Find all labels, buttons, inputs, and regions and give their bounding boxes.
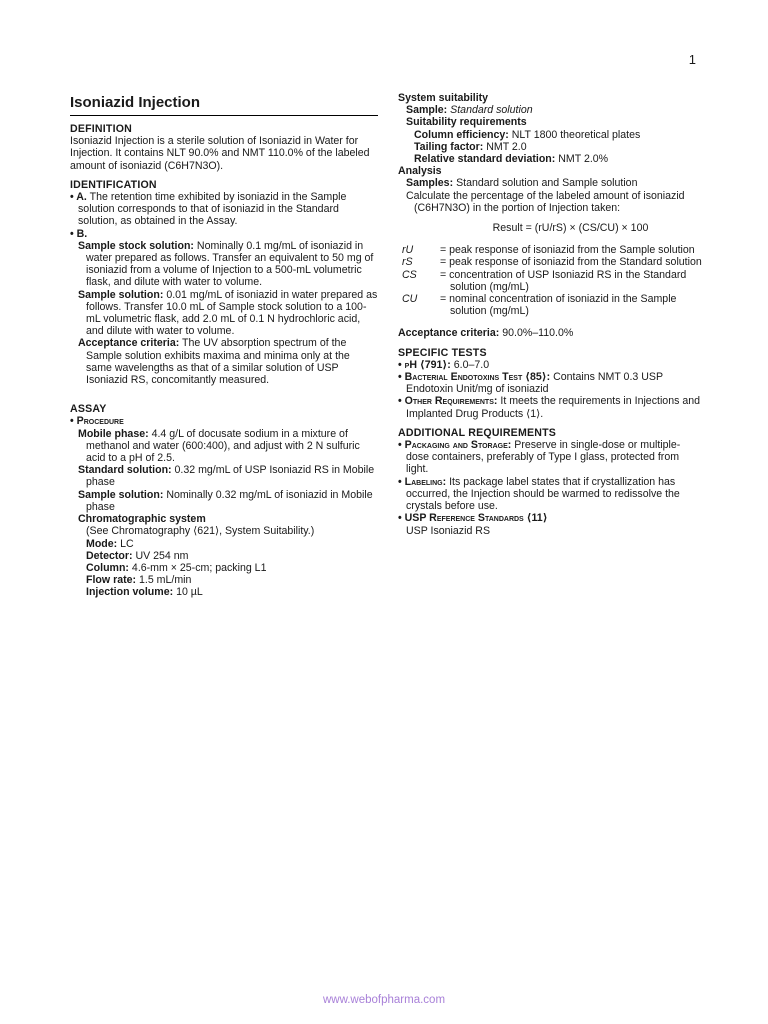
additional-requirements-heading: ADDITIONAL REQUIREMENTS <box>398 426 557 439</box>
analysis-heading <box>398 165 703 177</box>
analysis-samples <box>398 177 703 189</box>
labeling-label: • Labeling: <box>398 475 447 488</box>
chromatography-reference: (See Chromatography ⟨621⟩, System Suitability.) <box>86 525 315 538</box>
definition-row <box>398 256 703 268</box>
tailing-factor-value: NMT 2.0 <box>486 140 527 153</box>
definition-text: = peak response of isoniazid from the Sample solution <box>440 244 695 257</box>
mobile-phase-text: 4.4 g/L of docusate sodium in a mixture of methanol and water (600:400), and adjust with 2 N sulfuric acid to a pH of 2.5. <box>86 427 360 465</box>
analysis-samples-label: Samples: <box>406 177 454 190</box>
flow-rate-label: Flow rate: <box>86 574 137 587</box>
definition-symbol: rU <box>402 244 414 257</box>
system-suitability-heading <box>398 92 703 104</box>
procedure-label-text: • Procedure <box>70 415 124 428</box>
definition-symbol: rS <box>402 256 413 269</box>
identification-b <box>70 228 378 240</box>
calculation-instruction: Calculate the percentage of the labeled amount of isoniazid (C6H7N3O) in the portion of Injection taken: <box>406 189 685 214</box>
column-efficiency-label: Column efficiency: <box>414 128 509 141</box>
packaging-value: Preserve in single-dose or multiple-dose containers, preferably of Type I glass, protected from light. <box>406 439 681 476</box>
mobile-phase-label: Mobile phase: <box>78 427 149 440</box>
injection-volume-value: 10 µL <box>176 586 203 599</box>
standard-solution-text: 0.32 mg/mL of USP Isoniazid RS in Mobile phase <box>86 464 375 489</box>
id-acceptance-text: The UV absorption spectrum of the Sample solution exhibits maxima and minima only at the same wavelengths as that of a similar solution of USP Isoniazid RS, concomitantly measured. <box>86 337 350 387</box>
definition-row <box>398 269 703 293</box>
tailing-factor-label: Tailing factor: <box>414 140 484 153</box>
usp-reference-standards <box>398 512 703 524</box>
sample-stock-label: Sample stock solution: <box>78 239 194 252</box>
ph-test <box>398 359 703 371</box>
assay-acceptance-criteria <box>398 327 703 339</box>
detector-value: UV 254 nm <box>135 549 189 562</box>
mode <box>70 538 378 550</box>
labeling-value: Its package label states that if crystallization has occurred, the Injection should be warmed to redissolve the crystals before use. <box>406 475 680 513</box>
identification-a-label: • A. <box>70 191 87 204</box>
detector-label: Detector: <box>86 549 133 562</box>
labeling <box>398 476 703 513</box>
column-label: Column: <box>86 561 129 574</box>
analysis-samples-value: Standard solution and Sample solution <box>456 177 638 190</box>
procedure-label <box>70 415 378 427</box>
assay-sample-label: Sample solution: <box>78 488 164 501</box>
suitability-requirements <box>398 116 703 128</box>
definition-row <box>398 244 703 256</box>
definition-row <box>398 293 703 317</box>
mode-label: Mode: <box>86 537 118 550</box>
definition-text: Isoniazid Injection is a sterile solution of Isoniazid in Water for Injection. It contains NLT 90.0% and NMT 110.0% of the labeled amount of isoniazid (C6H7N3O). <box>70 135 370 172</box>
other-requirements-value: It meets the requirements in Injections and Implanted Drug Products ⟨1⟩. <box>406 395 700 420</box>
identification-heading: IDENTIFICATION <box>70 178 157 191</box>
column <box>70 562 378 574</box>
definition-symbol: CU <box>402 293 418 306</box>
chromatographic-system-label: Chromatographic system <box>78 513 206 526</box>
identification-a <box>70 191 378 228</box>
mode-value: LC <box>120 537 134 550</box>
detector <box>70 550 378 562</box>
formula-definitions <box>398 244 703 317</box>
sample-stock-text: Nominally 0.1 mg/mL of isoniazid in water prepared as follows. Transfer an equivalent to 50 mg of isoniazid from a volume of Injection to a 500-mL volumetric flask, and dilute with water to volume. <box>86 239 374 289</box>
specific-tests-heading: SPECIFIC TESTS <box>398 346 487 359</box>
column-efficiency-value: NLT 1800 theoretical plates <box>511 128 641 141</box>
ph-value: 6.0–7.0 <box>453 358 490 371</box>
flow-rate-value: 1.5 mL/min <box>138 574 192 587</box>
sample-stock-solution <box>70 240 378 289</box>
standard-solution <box>70 464 378 488</box>
id-sample-solution-text: 0.01 mg/mL of isoniazid in water prepared as follows. Transfer 10.0 mL of Sample stock solution to a 100-mL volumetric flask, add 2.0 mL of 0.1 N hydrochloric acid, and dilute with water to volume. <box>86 288 378 338</box>
definition-text: = nominal concentration of isoniazid in the Sample solution (mg/mL) <box>440 293 677 318</box>
bacterial-endotoxins-test <box>398 371 703 395</box>
column-efficiency <box>398 129 703 141</box>
tailing-factor <box>398 141 703 153</box>
suitability-sample-label: Sample: <box>406 104 448 117</box>
result-formula: Result = (rU/rS) × (CS/CU) × 100 <box>492 222 649 235</box>
endotoxins-label: • Bacterial Endotoxins Test ⟨85⟩: <box>398 371 551 384</box>
packaging-label: • Packaging and Storage: <box>398 439 512 452</box>
id-sample-solution <box>70 289 378 338</box>
usp-reference-label: • USP Reference Standards ⟨11⟩ <box>398 512 548 525</box>
endotoxins-value: Contains NMT 0.3 USP Endotoxin Unit/mg of isoniazid <box>406 371 663 396</box>
assay-heading: ASSAY <box>70 403 107 416</box>
relative-standard-deviation <box>398 153 703 165</box>
injection-volume-label: Injection volume: <box>86 586 174 599</box>
definition-text: = peak response of isoniazid from the Standard solution <box>440 256 702 269</box>
injection-volume <box>70 586 378 598</box>
assay-acceptance-label: Acceptance criteria: <box>398 327 500 340</box>
footer-link[interactable]: www.webofpharma.com <box>322 994 446 1006</box>
suitability-sample <box>398 104 703 116</box>
suitability-sample-value: Standard solution <box>450 104 533 117</box>
page-number: 1 <box>688 52 696 67</box>
rsd-label: Relative standard deviation: <box>414 153 556 166</box>
chromatographic-system <box>70 513 378 525</box>
assay-sample-text: Nominally 0.32 mg/mL of isoniazid in Mobile phase <box>86 488 373 513</box>
other-requirements <box>398 395 703 419</box>
suitability-requirements-label: Suitability requirements <box>406 116 527 129</box>
identification-b-label: • B. <box>70 227 88 240</box>
definition-heading: DEFINITION <box>70 123 133 135</box>
usp-reference-value: USP Isoniazid RS <box>406 524 491 537</box>
standard-solution-label: Standard solution: <box>78 464 172 477</box>
other-requirements-label: • Other Requirements: <box>398 395 498 408</box>
id-acceptance-label: Acceptance criteria: <box>78 337 180 350</box>
definition-text: = concentration of USP Isoniazid RS in the Standard solution (mg/mL) <box>440 268 687 293</box>
packaging-and-storage <box>398 439 703 476</box>
right-column <box>398 92 703 537</box>
analysis-title: Analysis <box>398 165 442 178</box>
left-column <box>70 92 378 599</box>
page-title: Isoniazid Injection <box>70 94 378 116</box>
id-sample-solution-label: Sample solution: <box>78 288 164 301</box>
assay-sample-solution <box>70 489 378 513</box>
mobile-phase <box>70 428 378 465</box>
system-suitability-title: System suitability <box>398 92 489 104</box>
id-acceptance-criteria <box>70 337 378 386</box>
assay-acceptance-value: 90.0%–110.0% <box>502 327 574 340</box>
flow-rate <box>70 574 378 586</box>
definition-symbol: CS <box>402 268 417 281</box>
column-value: 4.6-mm × 25-cm; packing L1 <box>131 561 267 574</box>
ph-label: • pH ⟨791⟩: <box>398 358 451 371</box>
rsd-value: NMT 2.0% <box>558 153 609 166</box>
identification-a-text: The retention time exhibited by isoniazid in the Sample solution corresponds to that of isoniazid in the Standard solution, as obtained in the Assay. <box>78 191 347 228</box>
